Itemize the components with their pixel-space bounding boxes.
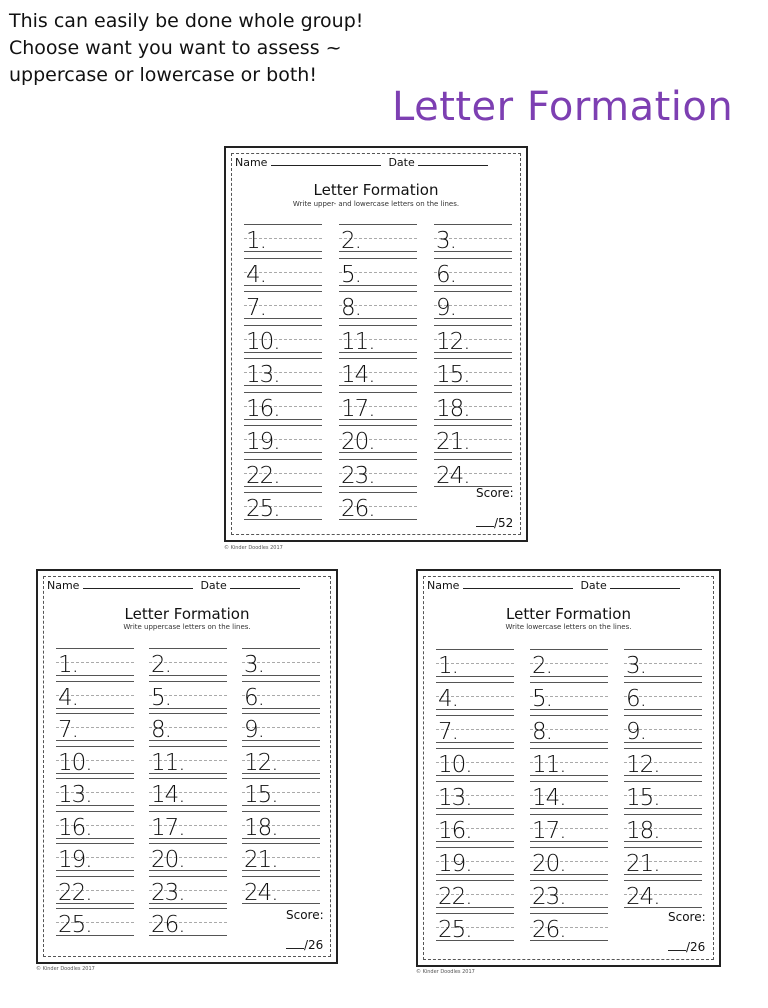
writing-line[interactable] — [434, 459, 512, 487]
item-number: 23. — [341, 462, 375, 489]
writing-line[interactable] — [530, 682, 608, 710]
score-field[interactable] — [286, 938, 323, 952]
item-number: 8. — [532, 719, 552, 745]
writing-line[interactable] — [530, 913, 608, 941]
item-number: 5. — [341, 261, 361, 288]
item-number: 24. — [436, 462, 470, 489]
name-date-row — [235, 156, 517, 169]
item-number: 25. — [438, 917, 472, 943]
writing-line[interactable] — [624, 649, 702, 677]
writing-line[interactable] — [434, 392, 512, 420]
item-number: 15. — [436, 362, 470, 388]
score-label: Score: — [668, 910, 706, 924]
item-number: 19. — [438, 851, 472, 877]
writing-line[interactable] — [56, 811, 134, 839]
score-total: /52 — [494, 516, 514, 530]
item-number: 23. — [151, 879, 185, 906]
item-number: 9. — [436, 295, 456, 321]
writing-line[interactable] — [624, 748, 702, 776]
item-number: 11. — [341, 328, 375, 355]
worksheet-title: Letter Formation — [506, 605, 631, 623]
writing-line[interactable] — [242, 778, 320, 806]
item-number: 6. — [436, 261, 456, 288]
date-label: Date — [388, 156, 415, 169]
writing-line[interactable] — [530, 715, 608, 743]
writing-line[interactable] — [436, 715, 514, 743]
item-number: 18. — [244, 814, 278, 841]
writing-line[interactable] — [56, 681, 134, 709]
writing-line[interactable] — [339, 258, 417, 286]
writing-line[interactable] — [434, 425, 512, 453]
intro-line: uppercase or lowercase or both! — [9, 64, 317, 86]
item-number: 15. — [244, 782, 278, 808]
item-number: 25. — [246, 496, 280, 522]
item-number: 19. — [58, 847, 92, 873]
writing-line[interactable] — [339, 224, 417, 252]
writing-line[interactable] — [56, 778, 134, 806]
item-number: 5. — [532, 686, 552, 712]
item-number: 22. — [246, 462, 280, 489]
item-number: 26. — [341, 496, 375, 522]
date-field[interactable] — [418, 156, 488, 166]
writing-line[interactable] — [434, 291, 512, 319]
item-number: 1. — [438, 653, 458, 679]
writing-line[interactable] — [242, 811, 320, 839]
item-number: 19. — [246, 429, 280, 455]
score-label: Score: — [476, 486, 514, 500]
item-number: 22. — [58, 879, 92, 906]
writing-line[interactable] — [149, 843, 227, 871]
writing-line[interactable] — [149, 746, 227, 774]
intro-line: Choose want you want to assess ~ — [9, 37, 342, 59]
writing-line[interactable] — [339, 492, 417, 520]
writing-line[interactable] — [434, 224, 512, 252]
item-number: 7. — [438, 719, 458, 745]
writing-line[interactable] — [244, 224, 322, 252]
main-title: Letter Formation — [392, 84, 734, 130]
writing-line[interactable] — [242, 713, 320, 741]
writing-line[interactable] — [244, 425, 322, 453]
item-number: 26. — [532, 917, 566, 943]
writing-line[interactable] — [624, 781, 702, 809]
writing-line[interactable] — [624, 880, 702, 908]
item-number: 17. — [151, 814, 185, 841]
writing-line[interactable] — [530, 880, 608, 908]
writing-line[interactable] — [624, 682, 702, 710]
name-field[interactable] — [83, 579, 193, 589]
writing-line[interactable] — [244, 358, 322, 386]
item-number: 4. — [438, 686, 458, 712]
name-date-row — [47, 579, 327, 592]
intro-line: This can easily be done whole group! — [9, 10, 364, 32]
item-number: 18. — [436, 395, 470, 422]
item-number: 16. — [246, 395, 280, 422]
score-field[interactable] — [668, 940, 705, 954]
writing-line[interactable] — [149, 648, 227, 676]
item-number: 18. — [626, 818, 660, 844]
writing-line[interactable] — [244, 459, 322, 487]
writing-line[interactable] — [339, 392, 417, 420]
writing-line[interactable] — [56, 843, 134, 871]
writing-line[interactable] — [149, 876, 227, 904]
item-number: 20. — [151, 847, 185, 873]
writing-line[interactable] — [624, 847, 702, 875]
item-number: 16. — [438, 818, 472, 844]
writing-line[interactable] — [56, 746, 134, 774]
item-number: 6. — [244, 684, 264, 711]
item-number: 17. — [341, 395, 375, 422]
writing-line[interactable] — [434, 325, 512, 353]
item-number: 11. — [532, 752, 566, 778]
writing-line[interactable] — [436, 913, 514, 941]
item-number: 14. — [341, 362, 375, 388]
item-number: 14. — [532, 785, 566, 811]
writing-line[interactable] — [436, 649, 514, 677]
writing-line[interactable] — [56, 908, 134, 936]
writing-line[interactable] — [339, 358, 417, 386]
name-field[interactable] — [463, 579, 573, 589]
item-number: 5. — [151, 684, 171, 711]
item-number: 11. — [151, 749, 185, 776]
writing-line[interactable] — [149, 778, 227, 806]
item-number: 3. — [626, 653, 646, 679]
writing-line[interactable] — [530, 748, 608, 776]
copyright-credit: © Kinder Doodles 2017 — [36, 966, 95, 972]
score-label: Score: — [286, 908, 324, 922]
item-number: 9. — [244, 717, 264, 743]
writing-line[interactable] — [530, 814, 608, 842]
writing-line[interactable] — [244, 291, 322, 319]
writing-line[interactable] — [530, 847, 608, 875]
score-total: /26 — [304, 938, 324, 952]
writing-line[interactable] — [149, 681, 227, 709]
date-field[interactable] — [610, 579, 680, 589]
writing-line[interactable] — [530, 649, 608, 677]
worksheet-uppercase — [36, 569, 338, 964]
item-number: 12. — [436, 328, 470, 355]
writing-line[interactable] — [149, 811, 227, 839]
date-field[interactable] — [230, 579, 300, 589]
writing-line[interactable] — [242, 876, 320, 904]
writing-line[interactable] — [434, 358, 512, 386]
writing-line[interactable] — [244, 392, 322, 420]
copyright-credit: © Kinder Doodles 2017 — [416, 969, 475, 975]
worksheet-instructions: Write upper- and lowercase letters on the lines. — [292, 200, 460, 208]
writing-line[interactable] — [242, 843, 320, 871]
item-number: 10. — [438, 752, 472, 778]
writing-line[interactable] — [436, 814, 514, 842]
writing-line[interactable] — [624, 715, 702, 743]
item-number: 16. — [58, 814, 92, 841]
writing-line[interactable] — [434, 258, 512, 286]
writing-line[interactable] — [339, 459, 417, 487]
writing-line[interactable] — [436, 748, 514, 776]
item-number: 21. — [244, 847, 278, 873]
item-number: 14. — [151, 782, 185, 808]
writing-line[interactable] — [242, 746, 320, 774]
item-number: 3. — [436, 228, 456, 254]
name-date-row — [427, 579, 710, 592]
writing-line[interactable] — [436, 847, 514, 875]
worksheet-lowercase — [416, 569, 721, 967]
writing-line[interactable] — [339, 425, 417, 453]
item-number: 13. — [438, 785, 472, 811]
name-field[interactable] — [271, 156, 381, 166]
writing-line[interactable] — [339, 291, 417, 319]
item-number: 1. — [58, 652, 78, 678]
item-number: 21. — [436, 429, 470, 455]
name-label: Name — [47, 579, 80, 592]
item-number: 21. — [626, 851, 660, 877]
writing-line[interactable] — [242, 681, 320, 709]
writing-line[interactable] — [436, 781, 514, 809]
date-label: Date — [580, 579, 607, 592]
item-number: 8. — [341, 295, 361, 321]
writing-line[interactable] — [56, 876, 134, 904]
writing-line[interactable] — [244, 258, 322, 286]
item-number: 4. — [58, 684, 78, 711]
worksheet-combined — [224, 146, 528, 542]
intro-text — [9, 8, 363, 89]
writing-line[interactable] — [56, 713, 134, 741]
writing-line[interactable] — [149, 713, 227, 741]
item-number: 10. — [58, 749, 92, 776]
item-number: 7. — [246, 295, 266, 321]
writing-line[interactable] — [530, 781, 608, 809]
writing-line[interactable] — [244, 492, 322, 520]
item-number: 20. — [341, 429, 375, 455]
item-number: 3. — [244, 652, 264, 678]
score-field[interactable] — [476, 516, 513, 530]
name-label: Name — [427, 579, 460, 592]
item-number: 23. — [532, 884, 566, 910]
item-number: 24. — [626, 884, 660, 910]
name-label: Name — [235, 156, 268, 169]
writing-line[interactable] — [624, 814, 702, 842]
worksheet-instructions: Write uppercase letters on the lines. — [123, 623, 251, 631]
worksheet-title: Letter Formation — [313, 181, 439, 199]
worksheet-instructions: Write lowercase letters on the lines. — [505, 623, 632, 631]
item-number: 1. — [246, 228, 266, 254]
worksheet-title: Letter Formation — [124, 605, 250, 623]
writing-line[interactable] — [56, 648, 134, 676]
writing-line[interactable] — [244, 325, 322, 353]
writing-line[interactable] — [339, 325, 417, 353]
item-number: 24. — [244, 879, 278, 906]
item-number: 25. — [58, 912, 92, 938]
copyright-credit: © Kinder Doodles 2017 — [224, 545, 283, 551]
item-number: 13. — [246, 362, 280, 388]
item-number: 7. — [58, 717, 78, 743]
item-number: 22. — [438, 884, 472, 910]
writing-line[interactable] — [436, 682, 514, 710]
score-total: /26 — [686, 940, 706, 954]
item-number: 2. — [151, 652, 171, 678]
item-number: 12. — [626, 752, 660, 778]
item-number: 4. — [246, 261, 266, 288]
item-number: 15. — [626, 785, 660, 811]
writing-line[interactable] — [149, 908, 227, 936]
item-number: 2. — [532, 653, 552, 679]
item-number: 13. — [58, 782, 92, 808]
writing-line[interactable] — [242, 648, 320, 676]
item-number: 2. — [341, 228, 361, 254]
item-number: 10. — [246, 328, 280, 355]
item-number: 17. — [532, 818, 566, 844]
item-number: 9. — [626, 719, 646, 745]
item-number: 6. — [626, 686, 646, 712]
item-number: 8. — [151, 717, 171, 743]
date-label: Date — [200, 579, 227, 592]
item-number: 26. — [151, 912, 185, 938]
writing-line[interactable] — [436, 880, 514, 908]
item-number: 12. — [244, 749, 278, 776]
item-number: 20. — [532, 851, 566, 877]
